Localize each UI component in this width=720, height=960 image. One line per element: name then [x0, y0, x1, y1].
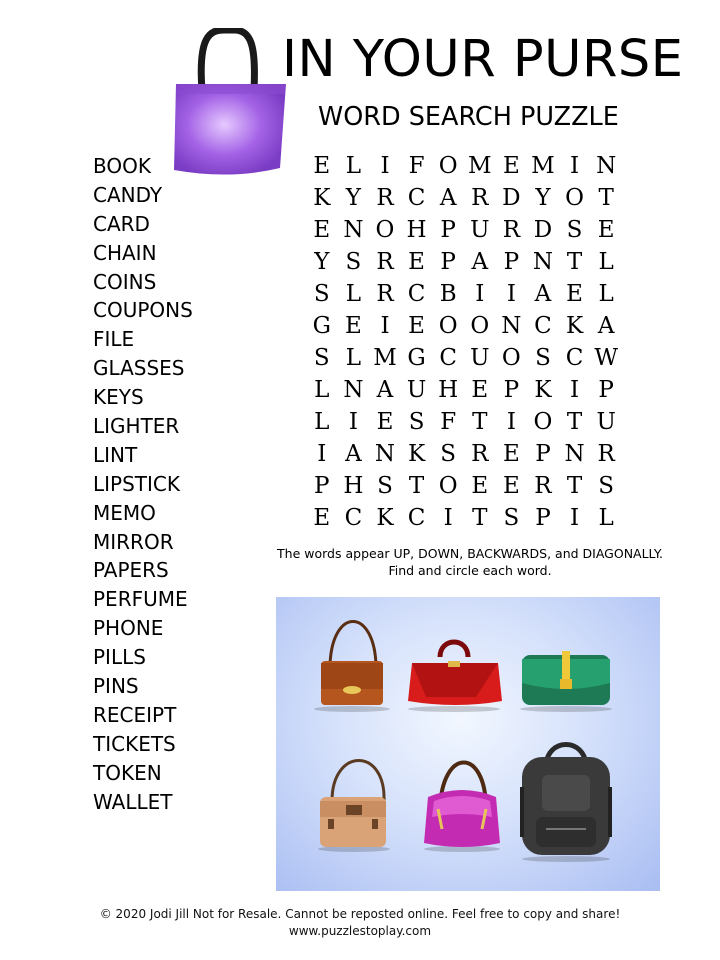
grid-cell[interactable]: N	[343, 217, 364, 243]
grid-cell[interactable]: S	[503, 505, 520, 531]
grid-row	[306, 470, 622, 502]
grid-cell[interactable]: O	[438, 313, 458, 339]
grid-cell[interactable]: K	[407, 441, 426, 467]
grid-cell[interactable]: R	[471, 185, 489, 211]
grid-cell[interactable]: S	[440, 441, 457, 467]
grid-cell[interactable]: L	[314, 409, 330, 435]
grid-cell[interactable]: T	[408, 473, 425, 499]
grid-cell[interactable]: L	[314, 377, 330, 403]
grid-cell[interactable]: C	[565, 345, 584, 371]
grid-cell[interactable]: P	[503, 377, 520, 403]
grid-cell[interactable]: S	[408, 409, 425, 435]
grid-cell[interactable]: G	[407, 345, 426, 371]
word-list-item: PAPERS	[93, 558, 169, 583]
word-list-item: TICKETS	[93, 731, 176, 756]
grid-cell[interactable]: E	[313, 153, 331, 179]
word-list-item: BOOK	[93, 154, 151, 178]
page-title: IN YOUR PURSE	[282, 30, 684, 89]
word-list-item: CHAIN	[93, 240, 157, 265]
word-list-item: COINS	[93, 269, 157, 294]
grid-row	[306, 406, 622, 438]
grid-cell[interactable]: K	[534, 377, 552, 403]
word-list-item: CARD	[93, 211, 150, 236]
grid-cell[interactable]: G	[312, 313, 331, 339]
word-list-item: KEYS	[93, 385, 144, 410]
grid-cell[interactable]: N	[501, 313, 522, 339]
grid-cell[interactable]: I	[443, 505, 453, 531]
grid-cell[interactable]: A	[534, 281, 552, 307]
grid-cell[interactable]: M	[467, 153, 492, 179]
grid-cell[interactable]: U	[470, 345, 490, 371]
grid-cell[interactable]: P	[503, 249, 520, 275]
grid-cell[interactable]: I	[475, 281, 485, 307]
grid-cell[interactable]: T	[472, 409, 488, 435]
grid-cell[interactable]: O	[438, 473, 458, 499]
word-list-item: PILLS	[93, 645, 146, 670]
grid-cell[interactable]: N	[343, 377, 364, 403]
word-list-item: PHONE	[93, 616, 164, 641]
word-list-item: TOKEN	[93, 760, 162, 785]
grid-cell[interactable]: O	[565, 185, 584, 211]
grid-cell[interactable]: O	[533, 409, 553, 435]
grid-cell[interactable]: U	[406, 377, 427, 403]
grid-cell[interactable]: D	[533, 217, 553, 243]
grid-cell[interactable]: P	[535, 505, 551, 531]
grid-cell[interactable]: S	[566, 217, 583, 243]
grid-cell[interactable]: T	[598, 185, 614, 211]
grid-cell[interactable]: Y	[314, 249, 330, 275]
grid-cell[interactable]: P	[314, 473, 330, 499]
grid-cell[interactable]: Y	[345, 185, 361, 211]
grid-cell[interactable]: E	[502, 473, 520, 499]
grid-cell[interactable]: S	[345, 249, 362, 275]
grid-cell[interactable]: C	[344, 505, 363, 531]
grid-cell[interactable]: E	[408, 313, 425, 339]
grid-cell[interactable]: A	[345, 441, 362, 467]
word-list-item: COUPONS	[93, 298, 193, 323]
grid-row	[306, 150, 622, 182]
tan-satchel-icon	[320, 761, 386, 848]
word-list-item: CANDY	[93, 182, 163, 207]
grid-cell[interactable]: O	[470, 313, 490, 339]
word-list-item: WALLET	[93, 789, 173, 814]
grid-cell[interactable]: O	[501, 345, 521, 371]
grid-cell[interactable]: T	[472, 505, 488, 531]
grid-cell[interactable]: S	[377, 473, 393, 499]
grid-cell[interactable]: R	[502, 217, 521, 243]
grid-cell[interactable]: R	[376, 185, 394, 211]
grid-cell[interactable]: F	[408, 153, 425, 179]
grid-cell[interactable]: R	[597, 441, 615, 467]
grid-cell[interactable]: S	[535, 345, 551, 371]
page-subtitle: WORD SEARCH PUZZLE	[318, 102, 619, 132]
grid-cell[interactable]: P	[440, 249, 456, 275]
red-handbag-icon	[408, 642, 502, 705]
grid-row	[306, 182, 622, 214]
grid-cell[interactable]: K	[376, 505, 394, 531]
word-list	[93, 152, 193, 816]
grid-cell[interactable]: I	[317, 441, 327, 467]
grid-cell[interactable]: P	[440, 217, 456, 243]
grid-cell[interactable]: E	[597, 217, 615, 243]
grid-cell[interactable]: U	[470, 217, 490, 243]
magenta-handbag-icon	[424, 763, 500, 848]
grid-row	[306, 214, 622, 246]
grid-row	[306, 438, 622, 470]
grid-cell[interactable]: I	[570, 505, 580, 531]
grid-cell[interactable]: N	[374, 441, 396, 467]
word-list-item: RECEIPT	[93, 702, 177, 727]
grid-cell[interactable]: T	[566, 473, 583, 499]
grid-cell[interactable]: S	[313, 281, 330, 307]
word-list-item: PERFUME	[93, 587, 188, 612]
grid-cell[interactable]: E	[471, 377, 489, 403]
copyright-notice: © 2020 Jodi Jill Not for Resale. Cannot be reposted online. Feel free to copy and share!	[99, 907, 621, 921]
grid-cell[interactable]: N	[532, 249, 554, 275]
grid-cell[interactable]: C	[439, 345, 457, 371]
grid-cell[interactable]: E	[502, 441, 520, 467]
brown-messenger-bag-icon	[321, 622, 383, 706]
green-clutch-icon	[522, 651, 610, 705]
grid-cell[interactable]: A	[376, 377, 394, 403]
footer	[0, 906, 720, 940]
grid-cell[interactable]: H	[406, 217, 427, 243]
grid-cell[interactable]: E	[408, 249, 425, 275]
grid-cell[interactable]: A	[597, 313, 615, 339]
grid-cell[interactable]: T	[566, 409, 583, 435]
grid-row	[306, 278, 622, 310]
grid-cell[interactable]: S	[598, 473, 615, 499]
grid-cell[interactable]: M	[373, 345, 397, 371]
grid-cell[interactable]: I	[570, 153, 580, 179]
grid-cell[interactable]: O	[438, 153, 458, 179]
grid-cell[interactable]: E	[313, 505, 331, 531]
grid-cell[interactable]: P	[598, 377, 614, 403]
grid-cell[interactable]: L	[345, 281, 362, 307]
grid-cell[interactable]: D	[502, 185, 521, 211]
grid-cell[interactable]: A	[471, 249, 489, 275]
grid-cell[interactable]: I	[380, 313, 390, 339]
grid-cell[interactable]: R	[376, 249, 394, 275]
grid-cell[interactable]: I	[348, 409, 358, 435]
word-list-item: MIRROR	[93, 529, 174, 554]
grid-cell[interactable]: I	[380, 153, 390, 179]
word-list-item: LIGHTER	[93, 414, 180, 439]
grid-row	[306, 310, 622, 342]
grid-cell[interactable]: C	[534, 313, 552, 339]
grid-cell[interactable]: N	[596, 153, 617, 179]
grid-cell[interactable]: K	[313, 185, 331, 211]
grid-cell[interactable]: H	[438, 377, 459, 403]
grid-cell[interactable]: E	[471, 473, 489, 499]
grid-cell[interactable]: S	[313, 345, 330, 371]
grid-cell[interactable]: H	[343, 473, 364, 499]
grid-cell[interactable]: T	[566, 249, 583, 275]
grid-cell[interactable]: L	[598, 249, 614, 275]
grid-cell[interactable]: L	[345, 345, 362, 371]
grid-cell[interactable]: C	[407, 185, 426, 211]
instructions-line-1: The words appear UP, DOWN, BACKWARDS, and DIAGONALLY.	[277, 546, 663, 561]
instructions	[270, 545, 670, 579]
grid-cell[interactable]: Y	[535, 185, 551, 211]
grid-cell[interactable]: F	[440, 409, 457, 435]
grid-cell[interactable]: W	[594, 345, 618, 371]
grid-row	[306, 502, 622, 534]
website-url: www.puzzlestoplay.com	[288, 924, 432, 938]
grid-cell[interactable]: A	[439, 185, 457, 211]
grid-cell[interactable]: E	[502, 153, 520, 179]
word-list-item: GLASSES	[93, 356, 185, 381]
grid-cell[interactable]: U	[596, 409, 616, 435]
grid-cell[interactable]: E	[313, 217, 331, 243]
grid-cell[interactable]: L	[598, 505, 614, 531]
grid-cell[interactable]: K	[565, 313, 584, 339]
grid-cell[interactable]: N	[564, 441, 585, 467]
grid-cell[interactable]: R	[471, 441, 489, 467]
grid-cell[interactable]: M	[531, 153, 555, 179]
grid-cell[interactable]: B	[439, 281, 457, 307]
grid-cell[interactable]: I	[570, 377, 580, 403]
grid-cell[interactable]: L	[598, 281, 614, 307]
bags-illustration	[276, 597, 660, 891]
grid-row	[306, 246, 622, 278]
word-list-item: LINT	[93, 442, 138, 467]
grid-cell[interactable]: I	[506, 409, 516, 435]
grid-cell[interactable]: C	[407, 505, 426, 531]
grid-cell[interactable]: R	[534, 473, 552, 499]
grid-cell[interactable]: L	[345, 153, 362, 179]
grid-cell[interactable]: I	[506, 281, 516, 307]
instructions-line-2: Find and circle each word.	[388, 563, 552, 578]
word-list-item: LIPSTICK	[93, 471, 180, 496]
grid-row	[306, 374, 622, 406]
black-backpack-icon	[522, 745, 610, 856]
grid-cell[interactable]: R	[376, 281, 394, 307]
grid-cell[interactable]: C	[407, 281, 426, 307]
word-list-item: MEMO	[93, 500, 156, 525]
grid-cell[interactable]: E	[566, 281, 583, 307]
grid-cell[interactable]: P	[535, 441, 551, 467]
grid-cell[interactable]: O	[375, 217, 395, 243]
grid-cell[interactable]: E	[376, 409, 394, 435]
grid-cell[interactable]: E	[344, 313, 362, 339]
grid-row	[306, 342, 622, 374]
word-list-item: FILE	[93, 327, 135, 352]
letter-grid	[306, 150, 622, 534]
word-list-item: PINS	[93, 674, 139, 699]
